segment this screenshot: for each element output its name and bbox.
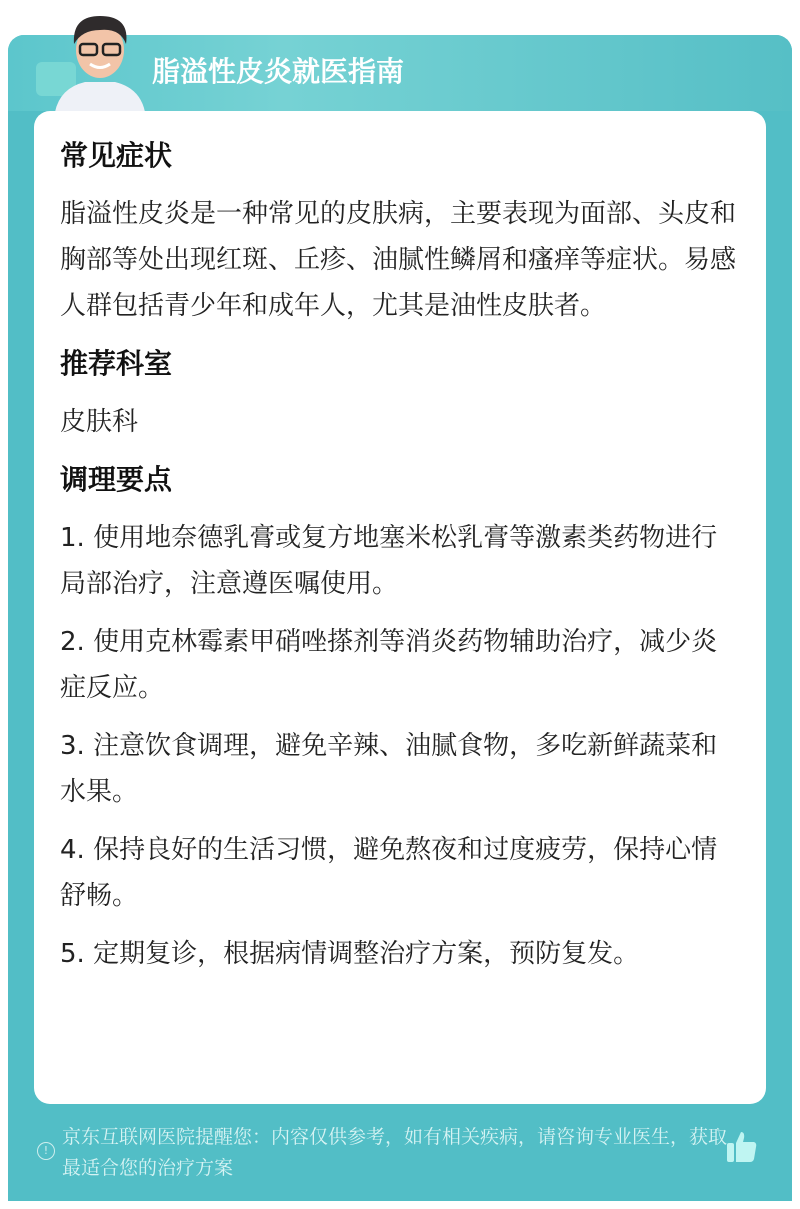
disclaimer-text: 京东互联网医院提醒您：内容仅供参考，如有相关疾病，请咨询专业医生，获取最适合您的治疗方案 — [62, 1126, 728, 1179]
list-item: 4. 保持良好的生活习惯，避免熬夜和过度疲劳，保持心情舒畅。 — [60, 835, 718, 911]
section-heading: 调理要点 — [60, 463, 173, 496]
list-item: 1. 使用地奈德乳膏或复方地塞米松乳膏等激素类药物进行局部治疗，注意遵医嘱使用。 — [60, 523, 718, 599]
section-body: 皮肤科 — [60, 407, 139, 437]
section-heading: 常见症状 — [60, 139, 173, 172]
section-care-tips — [60, 457, 740, 977]
content-card — [34, 111, 766, 1104]
section-department — [60, 341, 740, 445]
info-icon: ! — [37, 1142, 55, 1160]
page-title: 脂溢性皮炎就医指南 — [152, 55, 405, 88]
list-item: 3. 注意饮食调理，避免辛辣、油腻食物，多吃新鲜蔬菜和水果。 — [60, 731, 718, 807]
list-item: 5. 定期复诊，根据病情调整治疗方案，预防复发。 — [60, 939, 640, 969]
section-heading: 推荐科室 — [60, 347, 173, 380]
section-symptoms — [60, 133, 740, 329]
doctor-avatar — [50, 8, 150, 112]
thumbs-up-icon[interactable] — [726, 1130, 758, 1164]
list-item: 2. 使用克林霉素甲硝唑搽剂等消炎药物辅助治疗，减少炎症反应。 — [60, 627, 718, 703]
section-body: 脂溢性皮炎是一种常见的皮肤病，主要表现为面部、头皮和胸部等处出现红斑、丘疹、油腻性鳞屑和瘙痒等症状。易感人群包括青少年和成年人，尤其是油性皮肤者。 — [60, 199, 737, 321]
